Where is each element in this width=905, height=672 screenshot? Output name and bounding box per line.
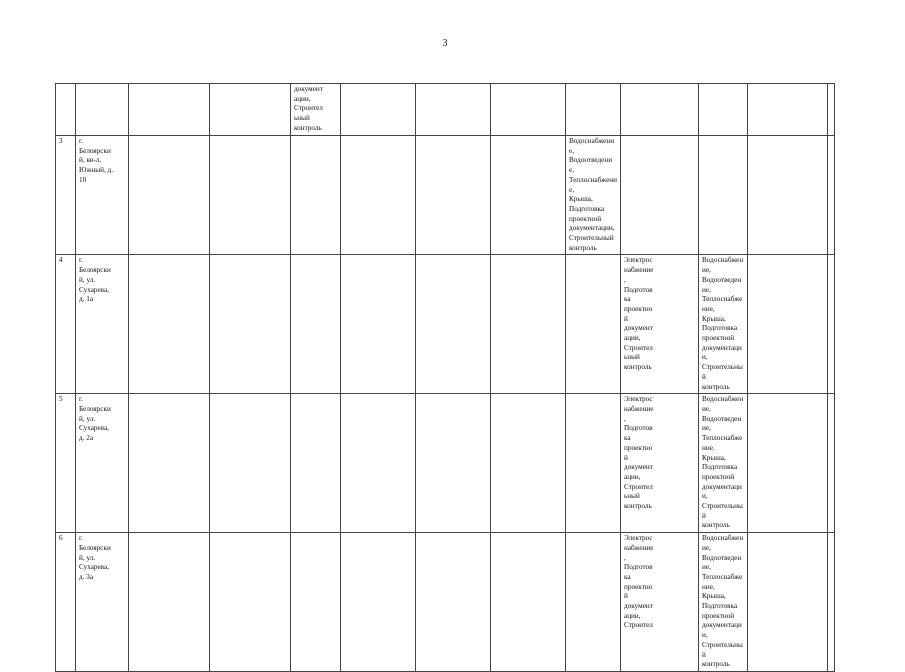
- table-row: [56, 84, 835, 136]
- row-number: 4: [56, 255, 76, 394]
- table-cell: документ ации, Строител ьный контроль: [291, 84, 341, 136]
- table-cell: Водоснабжение, Водоотведение, Теплоснабжение, Крыша, Подготовка проектной документации, Строительный контроль: [699, 533, 748, 672]
- table-cell: [566, 255, 621, 394]
- table-cell: Водоснабжение, Водоотведение, Теплоснабжение, Крыша, Подготовка проектной документации, Строительный контроль: [699, 255, 748, 394]
- table-row: [56, 255, 835, 394]
- row-number: 3: [56, 136, 76, 255]
- table-cell: [566, 533, 621, 672]
- table-row: [56, 394, 835, 533]
- works-table: [55, 83, 835, 672]
- table-cell: [699, 136, 748, 255]
- row-address: г. Белоярски й, кв-л. Южный, д. 10: [76, 136, 129, 255]
- row-address: г. Белоярски й, ул. Сухарева, д. 2а: [76, 394, 129, 533]
- row-address: г. Белоярски й, ул. Сухарева, д. 1а: [76, 255, 129, 394]
- table-cell: Электрос набжение , Подготов ка проектно й документ ации, Строител: [621, 533, 699, 672]
- table-cell: Водоснабжение, Водоотведение, Теплоснабжение. Крыша, Подготовка проектной документации, Строительный контроль: [699, 394, 748, 533]
- table-cell: [566, 394, 621, 533]
- table-cell: Водоснабжение, Водоотведение, Теплоснабжение, Крыша, Подготовка проектной документации, Строительный контроль: [566, 136, 621, 255]
- page-number: 3: [442, 38, 448, 49]
- table-row: [56, 136, 835, 255]
- table-cell: Электрос набжение , Подготов ка проектно й документ ации, Строител ьный контроль: [621, 255, 699, 394]
- row-address: г. Белоярски й, ул. Сухарева, д. 3а: [76, 533, 129, 672]
- table-cell: [621, 136, 699, 255]
- row-number: 5: [56, 394, 76, 533]
- table-cell: Электрос набжение , Подготов ка проектно й документ ации, Строител ьный контроль: [621, 394, 699, 533]
- row-number: 6: [56, 533, 76, 672]
- table-row: [56, 533, 835, 672]
